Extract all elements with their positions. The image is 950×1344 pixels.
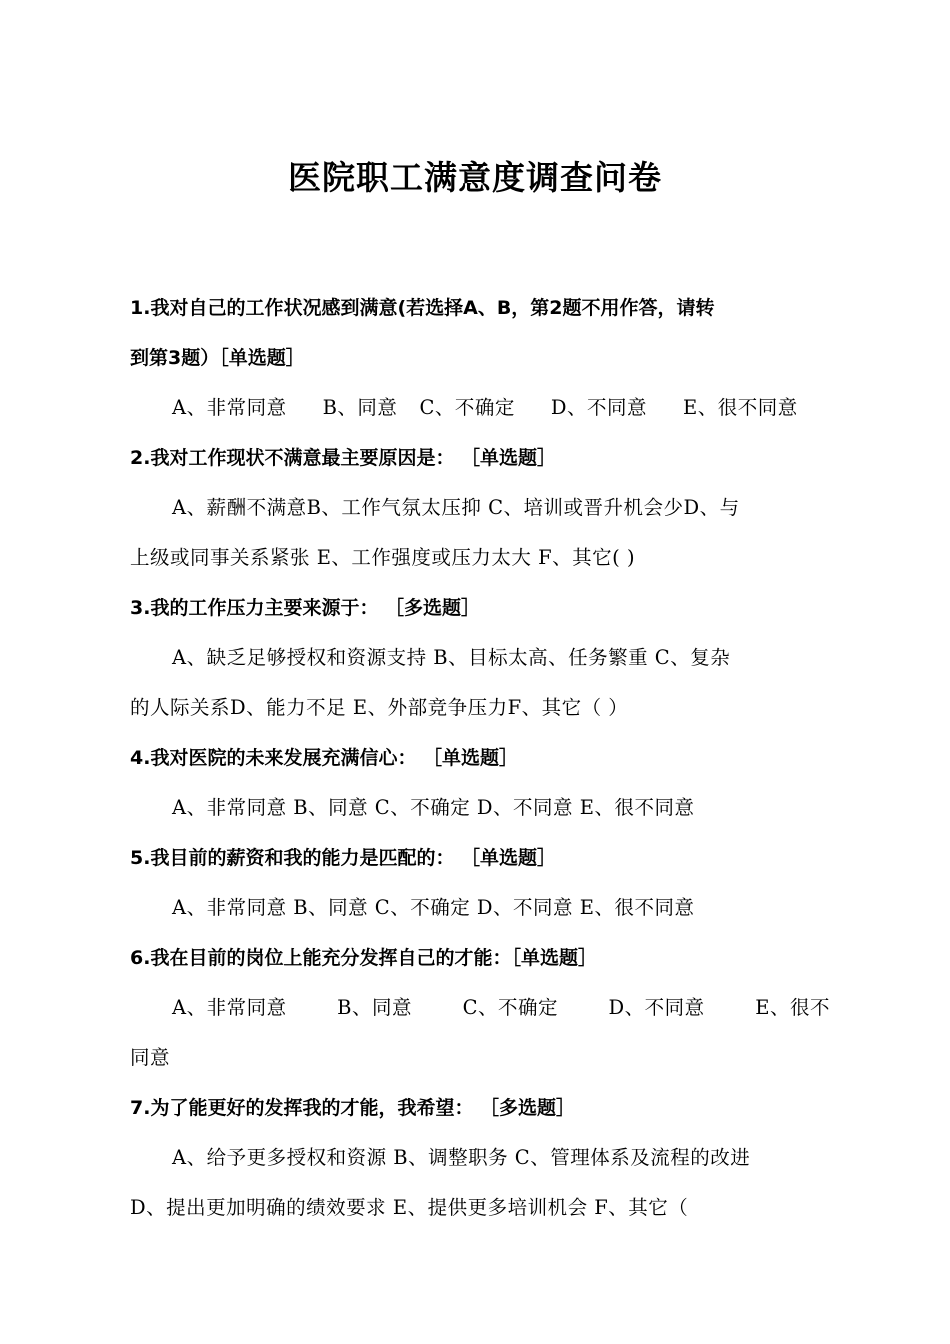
question-5-text: 5.我目前的薪资和我的能力是匹配的： ［单选题］ (130, 847, 557, 869)
question-2-options: A、薪酬不满意B、工作气氛太压抑 C、培训或晋升机会少D、与 (172, 496, 740, 519)
option-d[interactable]: D、不同意 (608, 996, 705, 1019)
question-4-text: 4.我对医院的未来发展充满信心： ［单选题］ (130, 747, 519, 769)
question-4-options: A、非常同意 B、同意 C、不确定 D、不同意 E、很不同意 (172, 796, 695, 819)
option-c[interactable]: C、不确定 (462, 996, 558, 1019)
question-3-text: 3.我的工作压力主要来源于： ［多选题］ (130, 597, 481, 619)
option-a[interactable]: A、非常同意 (172, 996, 287, 1019)
question-6-text: 6.我在目前的岗位上能充分发挥自己的才能：［单选题］ (130, 947, 597, 969)
document-title: 医院职工满意度调查问卷 (288, 158, 662, 197)
question-7-options: A、给予更多授权和资源 B、调整职务 C、管理体系及流程的改进 (172, 1146, 751, 1169)
question-3-options-cont: 的人际关系D、能力不足 E、外部竞争压力F、其它（ ） (130, 696, 629, 719)
question-6-options (130, 983, 830, 1033)
question-2-text: 2.我对工作现状不满意最主要原因是： ［单选题］ (130, 447, 557, 469)
questionnaire-body (130, 283, 830, 1233)
option-e[interactable]: E、很不同意 (683, 396, 798, 419)
question-7-text: 7.为了能更好的发挥我的才能，我希望： ［多选题］ (130, 1097, 576, 1119)
question-1-text: 1.我对自己的工作状况感到满意(若选择A、B，第2题不用作答，请转 (130, 297, 715, 319)
option-b[interactable]: B、同意 (337, 996, 412, 1019)
question-5-options: A、非常同意 B、同意 C、不确定 D、不同意 E、很不同意 (172, 896, 695, 919)
option-e[interactable]: E、很不 (755, 996, 830, 1019)
question-1-text-cont: 到第3题）［单选题］ (130, 347, 305, 369)
option-c[interactable]: C、不确定 (419, 396, 515, 419)
question-1-options (130, 383, 830, 433)
question-7-options-cont: D、提出更加明确的绩效要求 E、提供更多培训机会 F、其它（ (130, 1196, 689, 1219)
question-2-options-cont: 上级或同事关系紧张 E、工作强度或压力太大 F、其它( ) (130, 546, 636, 569)
option-a[interactable]: A、非常同意 (172, 396, 287, 419)
option-b[interactable]: B、同意 (322, 396, 398, 419)
option-d[interactable]: D、不同意 (550, 396, 647, 419)
question-3-options: A、缺乏足够授权和资源支持 B、目标太高、任务繁重 C、复杂 (172, 646, 731, 669)
question-6-options-cont: 同意 (130, 1046, 171, 1069)
